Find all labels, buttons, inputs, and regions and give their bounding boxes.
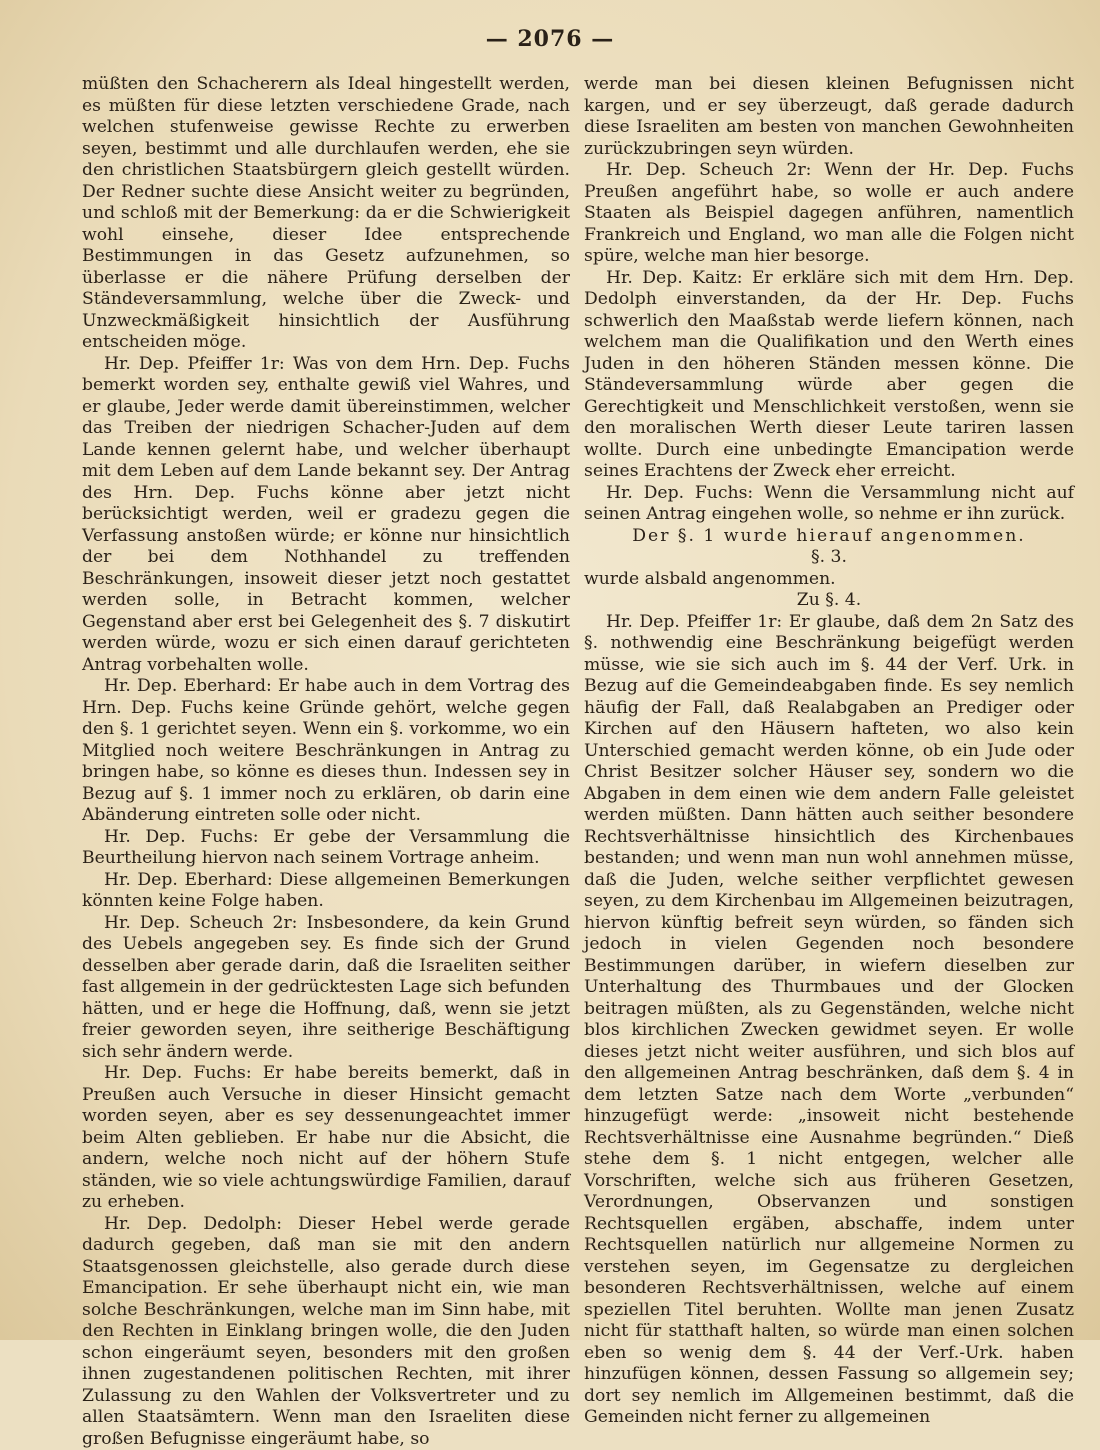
paragraph: Hr. Dep. Eberhard: Diese allgemeinen Bemerkungen könnten keine Folge haben.: [82, 870, 570, 913]
paragraph: Hr. Dep. Kaitz: Er erkläre sich mit dem Hrn. Dep. Dedolph einverstanden, da der Hr. Dep. Fuchs schwerlich den Maaßstab werde liefern können, nach welchem man die Qualifikation und den Werth eines Juden in den höheren Ständen messen könne. Die Ständeversammlung würde aber gegen die Gerechtigkeit und Menschlichkeit verstoßen, wenn sie den moralischen Werth dieser Leute tariren lassen wollte. Durch eine unbedingte Emancipation werde seines Erachtens der Zweck eher erreicht.: [584, 268, 1074, 483]
section-heading: Zu §. 4.: [584, 590, 1074, 612]
paragraph: werde man bei diesen kleinen Befugnissen nicht kargen, und er sey überzeugt, daß gerade dadurch diese Israeliten am besten von manchen Gewohnheiten zurückzubringen seyn würden.: [584, 74, 1074, 160]
paragraph: Hr. Dep. Eberhard: Er habe auch in dem Vortrag des Hrn. Dep. Fuchs keine Gründe gehört, welche gegen den §. 1 gerichtet seyen. Wenn ein §. vorkomme, wo ein Mitglied noch weitere Beschränkungen in Antrag zu bringen habe, so könne es dieses thun. Indessen sey in Bezug auf §. 1 immer noch zu erklären, ob darin eine Abänderung eintreten solle oder nicht.: [82, 676, 570, 827]
paragraph: wurde alsbald angenommen.: [584, 569, 1074, 591]
paragraph: müßten den Schacherern als Ideal hingestellt werden, es müßten für diese letzten verschiedene Grade, nach welchen stufenweise gewisse Rechte zu erwerben seyen, bestimmt und alle durchlaufen werden, ehe sie den christlichen Staatsbürgern gleich gestellt würden. Der Redner suchte diese Ansicht weiter zu begründen, und schloß mit der Bemerkung: da er die Schwierigkeit wohl einsehe, dieser Idee entsprechende Bestimmungen in das Gesetz aufzunehmen, so überlasse er die nähere Prüfung derselben der Ständeversammlung, welche über die Zweck- und Unzweckmäßigkeit hinsichtlich der Ausführung entscheiden möge.: [82, 74, 570, 354]
left-column: [82, 74, 570, 1334]
paragraph: Hr. Dep. Fuchs: Er habe bereits bemerkt, daß in Preußen auch Versuche in dieser Hinsicht gemacht worden seyen, aber es sey dessenungeachtet immer beim Alten geblieben. Er habe nur die Absicht, die andern, welche noch nicht auf der höhern Stufe ständen, wie so viele achtungswürdige Familien, darauf zu erheben.: [82, 1063, 570, 1214]
paragraph: Hr. Dep. Scheuch 2r: Insbesondere, da kein Grund des Uebels angegeben sey. Es finde sich der Grund desselben aber gerade darin, daß die Israeliten seither fast allgemein in der gedrücktesten Lage sich befunden hätten, und er hege die Hoffnung, daß, wenn sie jetzt freier geworden seyen, ihre seitherige Beschäftigung sich sehr ändern werde.: [82, 913, 570, 1064]
section-heading: §. 3.: [584, 547, 1074, 569]
paragraph: Hr. Dep. Fuchs: Wenn die Versammlung nicht auf seinen Antrag eingehen wolle, so nehme er ihn zurück.: [584, 483, 1074, 526]
right-column: [584, 74, 1074, 1334]
paragraph: Hr. Dep. Fuchs: Er gebe der Versammlung die Beurtheilung hiervon nach seinem Vortrage anheim.: [82, 827, 570, 870]
paragraph: Hr. Dep. Dedolph: Dieser Hebel werde gerade dadurch gegeben, daß man sie mit den andern Staatsgenossen gleichstelle, also gerade durch diese Emancipation. Er sehe überhaupt nicht ein, wie man solche Beschränkungen, welche man im Sinn habe, mit den Rechten in Einklang bringen wolle, die den Juden schon eingeräumt seyen, besonders mit den großen ihnen zugestandenen politischen Rechten, mit ihrer Zulassung zu den Wahlen der Volksvertreter und zu allen Staatsämtern. Wenn man den Israeliten diese großen Befugnisse eingeräumt habe, so: [82, 1214, 570, 1450]
resolution-line: Der §. 1 wurde hierauf angenommen.: [584, 526, 1074, 548]
page-number: — 2076 —: [0, 26, 1100, 52]
paragraph: Hr. Dep. Pfeiffer 1r: Er glaube, daß dem 2n Satz des §. nothwendig eine Beschränkung beigefügt werden müsse, wie sie sich auch im §. 44 der Verf. Urk. in Bezug auf die Gemeindeabgaben finde. Es sey nemlich häufig der Fall, daß Realabgaben an Prediger oder Kirchen auf den Häusern hafteten, wo also kein Unterschied gemacht werden könne, ob ein Jude oder Christ Besitzer solcher Häuser sey, sondern wo die Abgaben in dem einen wie dem andern Falle geleistet werden müßten. Dann hätten auch seither besondere Rechtsverhältnisse hinsichtlich des Kirchenbaues bestanden; und wenn man nun wohl annehmen müsse, daß die Juden, welche seither verpflichtet gewesen seyen, zu dem Kirchenbau im Allgemeinen beizutragen, hiervon künftig befreit seyn würden, so fänden sich jedoch in vielen Gegenden noch besondere Bestimmungen darüber, in wiefern dieselben zur Unterhaltung des Thurmbaues und der Glocken beitragen müßten, als zu Gegenständen, welche nicht blos kirchlichen Zwecken gewidmet seyen. Er wolle dieses jetzt nicht weiter ausführen, und sich blos auf den allgemeinen Antrag beschränken, daß dem §. 4 in dem letzten Satze nach dem Worte „verbunden“ hinzugefügt werde: „insoweit nicht bestehende Rechtsverhältnisse eine Ausnahme begründen.“ Dieß stehe dem §. 1 nicht entgegen, welcher alle Vorschriften, welche sich aus früheren Gesetzen, Verordnungen, Observanzen und sonstigen Rechtsquellen ergäben, abschaffe, indem unter Rechtsquellen natürlich nur allgemeine Normen zu verstehen seyen, im Gegensatze zu dergleichen besonderen Rechtsverhältnissen, welche auf einem speziellen Titel beruhten. Wollte man jenen Zusatz nicht für statthaft halten, so würde man einen solchen eben so wenig dem §. 44 der Verf.-Urk. haben hinzufügen können, dessen Fassung so allgemein sey; dort sey nemlich im Allgemeinen bestimmt, daß die Gemeinden nicht ferner zu allgemeinen: [584, 612, 1074, 1429]
paragraph: Hr. Dep. Scheuch 2r: Wenn der Hr. Dep. Fuchs Preußen angeführt habe, so wolle er auch andere Staaten als Beispiel dagegen anführen, namentlich Frankreich und England, wo man alle die Folgen nicht spüre, welche man hier besorge.: [584, 160, 1074, 268]
paragraph: Hr. Dep. Pfeiffer 1r: Was von dem Hrn. Dep. Fuchs bemerkt worden sey, enthalte gewiß viel Wahres, und er glaube, Jeder werde damit übereinstimmen, welcher das Treiben der niedrigen Schacher-Juden auf dem Lande kennen gelernt habe, und welcher überhaupt mit dem Leben auf dem Lande bekannt sey. Der Antrag des Hrn. Dep. Fuchs könne aber jetzt nicht berücksichtigt werden, weil er gradezu gegen die Verfassung anstoßen würde; er könne nur hinsichtlich der bei dem Nothhandel zu treffenden Beschränkungen, insoweit dieser jetzt noch gestattet werden solle, in Betracht kommen, welcher Gegenstand aber erst bei Gelegenheit des §. 7 diskutirt werden würde, wozu er sich einen darauf gerichteten Antrag vorbehalten wolle.: [82, 354, 570, 677]
